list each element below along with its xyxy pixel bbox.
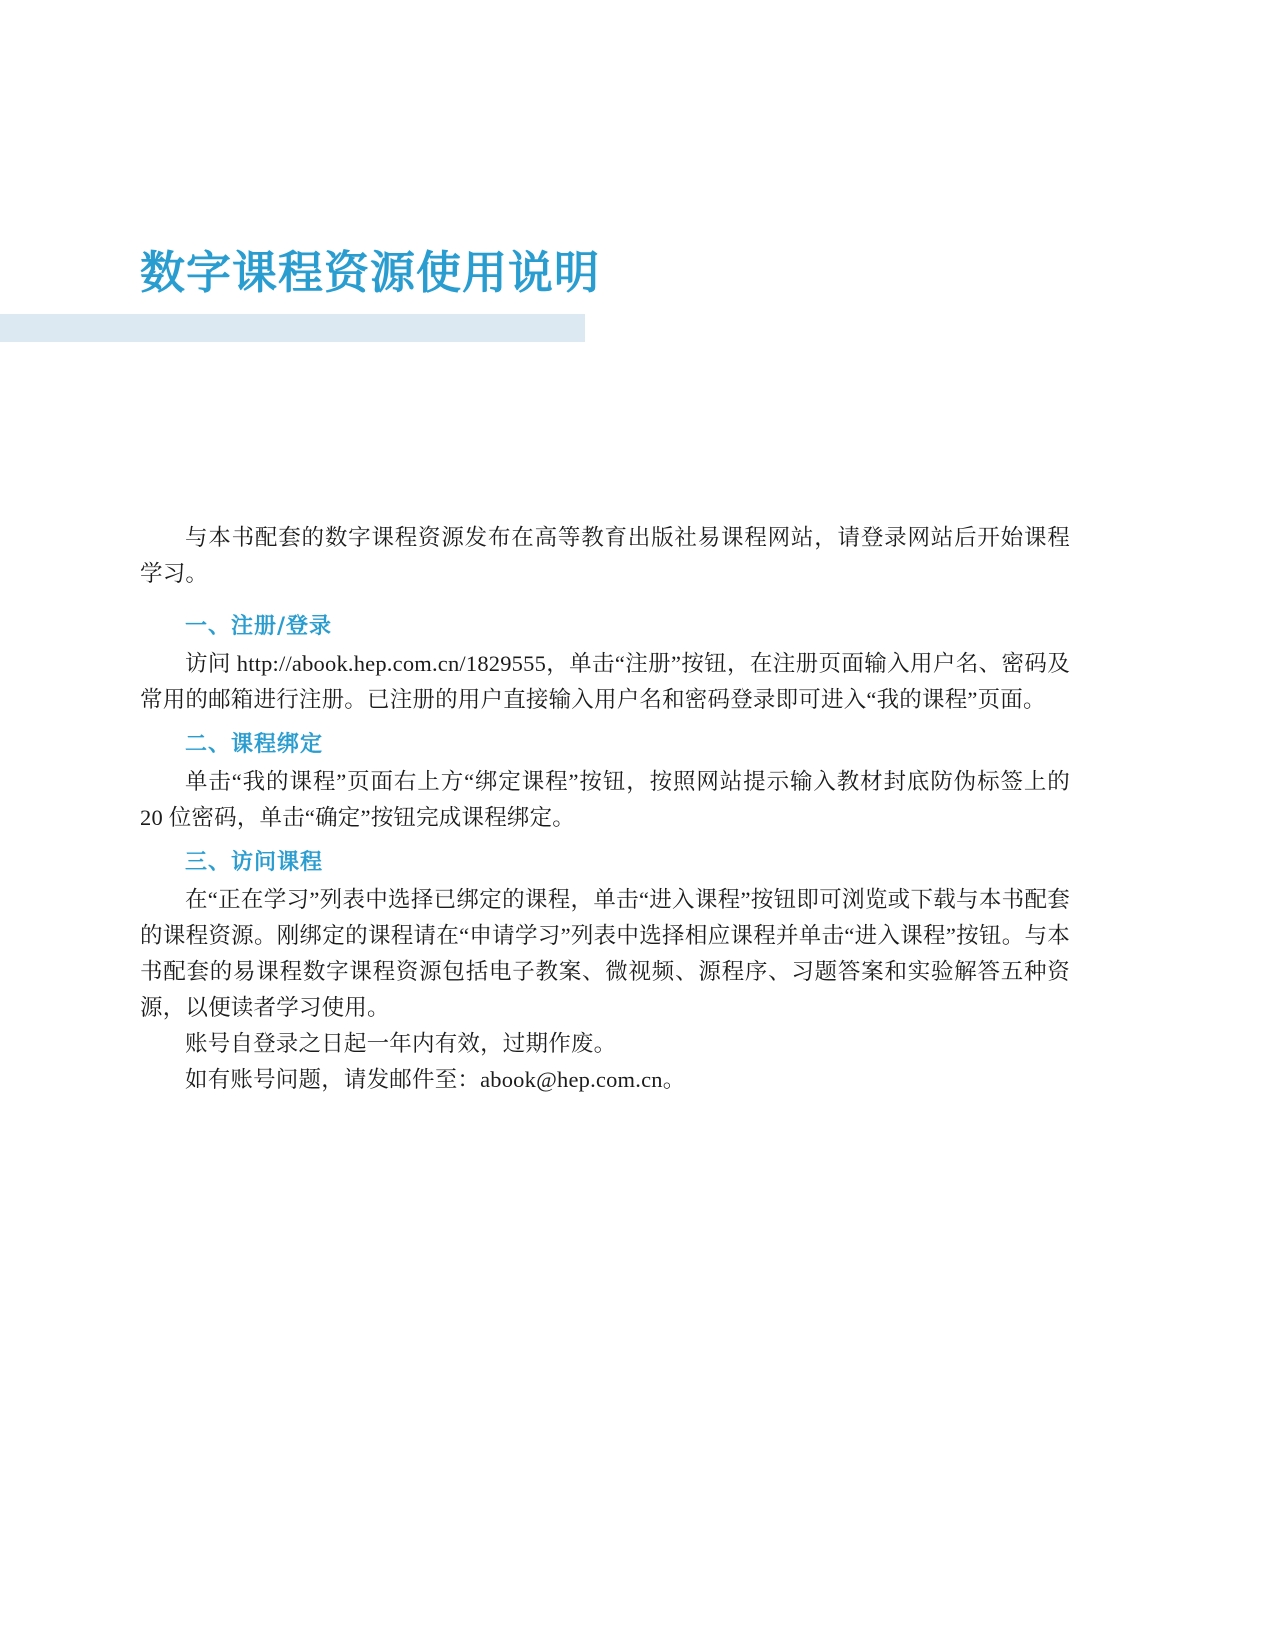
spacer [140, 592, 1070, 606]
document-body [140, 520, 1070, 1098]
intro-paragraph: 与本书配套的数字课程资源发布在高等教育出版社易课程网站，请登录网站后开始课程学习。 [140, 525, 1070, 586]
section-paragraph-access: 在“正在学习”列表中选择已绑定的课程，单击“进入课程”按钮即可浏览或下载与本书配套的课程资源。刚绑定的课程请在“申请学习”列表中选择相应课程并单击“进入课程”按钮。与本书配套的易课程数字课程资源包括电子教案、微视频、源程序、习题答案和实验解答五种资源，以便读者学习使用。 [140, 887, 1070, 1020]
section-paragraph-register: 访问 http://abook.hep.com.cn/1829555，单击“注册”按钮，在注册页面输入用户名、密码及常用的邮箱进行注册。已注册的用户直接输入用户名和密码登录即可进入“我的课程”页面。 [140, 651, 1070, 712]
title-block [0, 246, 601, 342]
section-paragraph-validity: 账号自登录之日起一年内有效，过期作废。 [185, 1031, 617, 1056]
title-underline-bar [0, 314, 585, 342]
page-title: 数字课程资源使用说明 [140, 246, 601, 299]
section-heading-binding: 二、课程绑定 [185, 731, 324, 757]
section-heading-access: 三、访问课程 [185, 849, 324, 875]
section-heading-register: 一、注册/登录 [185, 613, 333, 639]
section-paragraph-contact: 如有账号问题，请发邮件至：abook@hep.com.cn。 [185, 1067, 686, 1092]
section-paragraph-binding: 单击“我的课程”页面右上方“绑定课程”按钮，按照网站提示输入教材封底防伪标签上的 20 位密码，单击“确定”按钮完成课程绑定。 [140, 769, 1070, 830]
